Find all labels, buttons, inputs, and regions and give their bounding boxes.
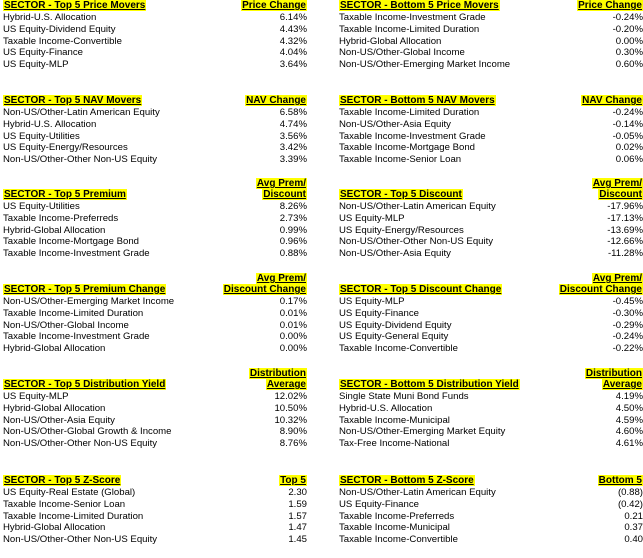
sector-name: Hybrid-U.S. Allocation — [3, 12, 97, 23]
sector-value: (0.42) — [617, 498, 643, 510]
sector-name: Taxable Income-Limited Duration — [3, 510, 144, 522]
column-header-line: Average — [602, 379, 642, 390]
sector-value: 0.01% — [279, 319, 307, 331]
sector-name: US Equity-Finance — [339, 498, 419, 510]
sector-name: Hybrid-Global Allocation — [3, 522, 106, 534]
sector-value: 0.88% — [279, 248, 307, 260]
sector-name: Taxable Income-Municipal — [339, 414, 450, 426]
sector-value: 1.59 — [288, 498, 307, 510]
sector-name: Hybrid-Global Allocation — [339, 35, 442, 47]
block-header — [3, 368, 307, 390]
sector-value: 3.56% — [279, 130, 307, 142]
sector-name: Taxable Income-Convertible — [339, 343, 458, 355]
sector-name: Taxable Income-Preferreds — [3, 212, 119, 224]
table-row — [339, 343, 643, 355]
sector-name: US Equity-MLP — [3, 391, 69, 402]
block-title: SECTOR - Top 5 Distribution Yield — [4, 379, 166, 390]
table-row — [3, 499, 307, 511]
column-header — [197, 0, 307, 11]
sector-value: -0.05% — [612, 130, 643, 142]
sector-name: Hybrid-Global Allocation — [3, 343, 106, 355]
table-row — [3, 522, 307, 534]
column-header — [197, 475, 307, 486]
sector-name: Taxable Income-Convertible — [3, 35, 122, 47]
block-discount-change-top — [339, 273, 643, 355]
block-rows — [3, 391, 307, 450]
sector-name: Taxable Income-Senior Loan — [339, 154, 462, 166]
block-header — [339, 368, 643, 390]
sector-value: 4.32% — [279, 35, 307, 47]
sector-value: 3.42% — [279, 142, 307, 154]
table-row — [339, 511, 643, 523]
sector-value: -13.69% — [607, 224, 643, 236]
sector-name: Single State Muni Bond Funds — [339, 391, 469, 402]
sector-name: US Equity-Real Estate (Global) — [3, 487, 136, 498]
sector-name: US Equity-Utilities — [3, 201, 80, 212]
sector-name: Taxable Income-Investment Grade — [3, 248, 150, 260]
sector-name: Non-US/Other-Other Non-US Equity — [3, 154, 158, 166]
table-row — [3, 131, 307, 143]
column-header-line: Top 5 — [280, 475, 306, 486]
table-row — [339, 308, 643, 320]
table-row — [339, 499, 643, 511]
column-header-line: Discount — [263, 189, 306, 200]
column-header-line: Price Change — [242, 0, 306, 11]
sector-value: -0.29% — [612, 319, 643, 331]
sector-name: Non-US/Other-Global Growth & Income — [3, 426, 172, 438]
sector-value: -0.22% — [612, 343, 643, 355]
sector-value: -11.28% — [607, 248, 643, 260]
sector-name: Taxable Income-Mortgage Bond — [339, 142, 475, 154]
sector-name: Taxable Income-Convertible — [339, 534, 458, 546]
block-rows — [3, 487, 307, 546]
sector-name: US Equity-General Equity — [339, 331, 449, 343]
block-title: SECTOR - Bottom 5 Price Movers — [340, 0, 499, 11]
sector-name: Taxable Income-Investment Grade — [339, 12, 486, 23]
block-rows — [339, 201, 643, 260]
block-header — [3, 178, 307, 200]
sector-value: 4.50% — [615, 402, 643, 414]
sector-value: -17.96% — [607, 201, 643, 212]
sector-name: Taxable Income-Investment Grade — [339, 130, 486, 142]
table-row — [339, 487, 643, 499]
sector-value: 4.60% — [615, 426, 643, 438]
block-rows — [339, 12, 643, 71]
block-title: SECTOR - Top 5 Premium Change — [4, 284, 166, 295]
sector-value: -0.24% — [612, 12, 643, 23]
table-row — [339, 391, 643, 403]
column-header — [533, 0, 643, 11]
table-row — [339, 522, 643, 534]
table-row — [339, 331, 643, 343]
column-header — [197, 95, 307, 106]
sector-name: Non-US/Other-Emerging Market Income — [3, 296, 175, 307]
table-row — [3, 119, 307, 131]
sector-value: 2.73% — [279, 212, 307, 224]
table-row — [339, 131, 643, 143]
block-nav-top — [3, 95, 307, 166]
sector-name: Hybrid-U.S. Allocation — [3, 118, 97, 130]
table-row — [3, 142, 307, 154]
sector-name: Taxable Income-Investment Grade — [3, 331, 150, 343]
block-zscore-bottom — [339, 475, 643, 546]
block-rows — [3, 296, 307, 355]
sector-value: 0.00% — [615, 35, 643, 47]
table-row — [3, 534, 307, 546]
column-header-line: Avg Prem/ — [256, 178, 306, 189]
sector-value: 0.00% — [279, 331, 307, 343]
sector-value: -0.30% — [612, 307, 643, 319]
table-row — [3, 59, 307, 71]
block-header — [3, 273, 307, 295]
sector-value: -0.20% — [612, 23, 643, 35]
table-row — [339, 320, 643, 332]
column-header-line: NAV Change — [246, 95, 306, 106]
block-rows — [339, 296, 643, 355]
sector-name: Non-US/Other-Asia Equity — [339, 118, 451, 130]
sector-name: Non-US/Other-Other Non-US Equity — [3, 438, 158, 450]
table-row — [339, 438, 643, 450]
sector-value: 6.14% — [279, 12, 307, 23]
sector-name: Non-US/Other-Other Non-US Equity — [3, 534, 158, 546]
column-header-line: NAV Change — [582, 95, 642, 106]
block-header — [339, 273, 643, 295]
sector-name: Non-US/Other-Asia Equity — [3, 414, 115, 426]
sector-value: 4.19% — [615, 391, 643, 402]
sector-value: 2.30 — [288, 487, 307, 498]
block-header — [339, 95, 643, 106]
table-row — [339, 36, 643, 48]
sector-value: 0.96% — [279, 236, 307, 248]
column-header — [533, 95, 643, 106]
table-row — [3, 487, 307, 499]
sector-value: 0.40 — [624, 534, 643, 546]
column-header-line: Distribution — [585, 368, 642, 379]
column-header — [533, 368, 643, 390]
sector-value: -0.45% — [612, 296, 643, 307]
table-row — [3, 225, 307, 237]
sector-value: -0.24% — [612, 331, 643, 343]
block-header — [339, 0, 643, 11]
sector-value: 1.45 — [288, 534, 307, 546]
table-row — [3, 391, 307, 403]
block-zscore-top — [3, 475, 307, 546]
block-title: SECTOR - Top 5 NAV Movers — [4, 95, 142, 106]
sector-name: US Equity-Finance — [339, 307, 419, 319]
sector-name: Taxable Income-Limited Duration — [339, 23, 480, 35]
block-header — [339, 178, 643, 200]
sector-name: Non-US/Other-Latin American Equity — [339, 201, 496, 212]
sector-name: US Equity-Energy/Resources — [339, 224, 464, 236]
sector-value: 10.50% — [274, 402, 307, 414]
sector-name: Non-US/Other-Latin American Equity — [3, 107, 160, 118]
table-row — [339, 248, 643, 260]
block-rows — [339, 107, 643, 166]
sector-value: 0.37 — [624, 522, 643, 534]
column-header-line: Avg Prem/ — [592, 273, 642, 284]
column-header-line: Discount Change — [223, 284, 306, 295]
table-row — [339, 142, 643, 154]
column-header-line: Bottom 5 — [598, 475, 642, 486]
sector-value: 4.43% — [279, 23, 307, 35]
sector-value: 10.32% — [274, 414, 307, 426]
block-header — [3, 475, 307, 486]
sector-value: 0.06% — [615, 154, 643, 166]
sector-value: 4.04% — [279, 47, 307, 59]
table-row — [339, 201, 643, 213]
sector-value: (0.88) — [617, 487, 643, 498]
sector-name: Hybrid-Global Allocation — [3, 402, 106, 414]
sector-name: Taxable Income-Municipal — [339, 522, 450, 534]
sector-value: 4.61% — [615, 438, 643, 450]
sector-value: 8.90% — [279, 426, 307, 438]
sector-value: 0.99% — [279, 224, 307, 236]
sector-value: -17.13% — [607, 212, 643, 224]
sector-value: 0.02% — [615, 142, 643, 154]
table-row — [339, 426, 643, 438]
block-discount-top — [339, 178, 643, 260]
table-row — [3, 36, 307, 48]
table-row — [3, 343, 307, 355]
sector-name: Non-US/Other-Global Income — [3, 319, 129, 331]
sector-value: 4.74% — [279, 118, 307, 130]
sector-value: 12.02% — [274, 391, 307, 402]
table-row — [339, 225, 643, 237]
sector-value: 0.60% — [615, 59, 643, 71]
sector-name: US Equity-MLP — [339, 296, 405, 307]
column-header-line: Discount Change — [559, 284, 642, 295]
sector-name: Non-US/Other-Emerging Market Income — [339, 59, 511, 71]
table-row — [3, 248, 307, 260]
sector-name: US Equity-Utilities — [3, 130, 80, 142]
table-row — [339, 534, 643, 546]
sector-value: 3.64% — [279, 59, 307, 71]
table-row — [339, 59, 643, 71]
table-row — [3, 213, 307, 225]
sector-name: Tax-Free Income-National — [339, 438, 450, 450]
sector-name: Non-US/Other-Latin American Equity — [339, 487, 496, 498]
column-header-line: Avg Prem/ — [256, 273, 306, 284]
sector-value: -0.14% — [612, 118, 643, 130]
column-header — [197, 273, 307, 295]
block-rows — [3, 201, 307, 260]
sector-name: US Equity-Dividend Equity — [3, 23, 116, 35]
sector-value: -12.66% — [607, 236, 643, 248]
table-row — [3, 107, 307, 119]
sector-name: US Equity-MLP — [339, 212, 405, 224]
sector-value: 8.26% — [279, 201, 307, 212]
sector-value: 0.21 — [624, 510, 643, 522]
block-distribution-top — [3, 368, 307, 450]
table-row — [339, 236, 643, 248]
block-price-bottom — [339, 0, 643, 71]
block-title: SECTOR - Top 5 Price Movers — [4, 0, 146, 11]
column-header — [197, 368, 307, 390]
table-row — [3, 415, 307, 427]
sector-value: -0.24% — [612, 107, 643, 118]
column-header — [533, 475, 643, 486]
block-title: SECTOR - Bottom 5 Distribution Yield — [340, 379, 519, 390]
table-row — [3, 320, 307, 332]
sector-name: Taxable Income-Limited Duration — [3, 307, 144, 319]
block-title: SECTOR - Bottom 5 Z-Score — [340, 475, 474, 486]
sector-value: 0.01% — [279, 307, 307, 319]
column-header-line: Discount — [599, 189, 642, 200]
sector-value: 6.58% — [279, 107, 307, 118]
table-row — [3, 438, 307, 450]
sector-name: Taxable Income-Mortgage Bond — [3, 236, 139, 248]
sector-value: 1.57 — [288, 510, 307, 522]
table-row — [3, 47, 307, 59]
block-premium-top — [3, 178, 307, 260]
table-row — [339, 296, 643, 308]
table-row — [339, 107, 643, 119]
sector-name: Taxable Income-Senior Loan — [3, 498, 126, 510]
block-price-top — [3, 0, 307, 71]
sector-value: 0.00% — [279, 343, 307, 355]
block-rows — [339, 487, 643, 546]
column-header — [533, 273, 643, 295]
sector-value: 1.47 — [288, 522, 307, 534]
sector-name: US Equity-Finance — [3, 47, 83, 59]
sector-name: Non-US/Other-Other Non-US Equity — [339, 236, 494, 248]
table-row — [339, 213, 643, 225]
sector-name: US Equity-MLP — [3, 59, 69, 71]
block-header — [339, 475, 643, 486]
table-row — [3, 403, 307, 415]
table-row — [3, 24, 307, 36]
block-title: SECTOR - Bottom 5 NAV Movers — [340, 95, 495, 106]
block-header — [3, 95, 307, 106]
block-header — [3, 0, 307, 11]
column-header-line: Distribution — [249, 368, 306, 379]
table-row — [3, 511, 307, 523]
column-header-line: Avg Prem/ — [592, 178, 642, 189]
table-row — [3, 236, 307, 248]
sector-value: 0.17% — [279, 296, 307, 307]
table-row — [3, 201, 307, 213]
sector-value: 3.39% — [279, 154, 307, 166]
column-header — [533, 178, 643, 200]
sector-value: 8.76% — [279, 438, 307, 450]
sector-name: US Equity-Energy/Resources — [3, 142, 128, 154]
block-rows — [3, 12, 307, 71]
block-title: SECTOR - Top 5 Premium — [4, 189, 126, 200]
column-header-line: Price Change — [578, 0, 642, 11]
table-row — [339, 403, 643, 415]
column-header — [197, 178, 307, 200]
sector-value: 0.30% — [615, 47, 643, 59]
sector-value: 4.59% — [615, 414, 643, 426]
block-rows — [3, 107, 307, 166]
block-rows — [339, 391, 643, 450]
block-distribution-bottom — [339, 368, 643, 450]
table-row — [3, 154, 307, 166]
block-title: SECTOR - Top 5 Discount Change — [340, 284, 502, 295]
table-row — [339, 415, 643, 427]
sector-name: Hybrid-U.S. Allocation — [339, 402, 433, 414]
table-row — [339, 154, 643, 166]
sector-name: US Equity-Dividend Equity — [339, 319, 452, 331]
sector-name: Non-US/Other-Global Income — [339, 47, 465, 59]
table-row — [3, 12, 307, 24]
column-header-line: Average — [266, 379, 306, 390]
sector-name: Taxable Income-Preferreds — [339, 510, 455, 522]
table-row — [3, 308, 307, 320]
sector-name: Non-US/Other-Emerging Market Equity — [339, 426, 506, 438]
table-row — [339, 24, 643, 36]
table-row — [339, 119, 643, 131]
table-row — [3, 426, 307, 438]
block-premium-change-top — [3, 273, 307, 355]
block-title: SECTOR - Top 5 Discount — [340, 189, 462, 200]
sector-name: Non-US/Other-Asia Equity — [339, 248, 451, 260]
block-title: SECTOR - Top 5 Z-Score — [4, 475, 121, 486]
table-row — [339, 12, 643, 24]
sector-name: Taxable Income-Limited Duration — [339, 107, 480, 118]
sector-name: Hybrid-Global Allocation — [3, 224, 106, 236]
block-nav-bottom — [339, 95, 643, 166]
table-row — [339, 47, 643, 59]
table-row — [3, 331, 307, 343]
table-row — [3, 296, 307, 308]
